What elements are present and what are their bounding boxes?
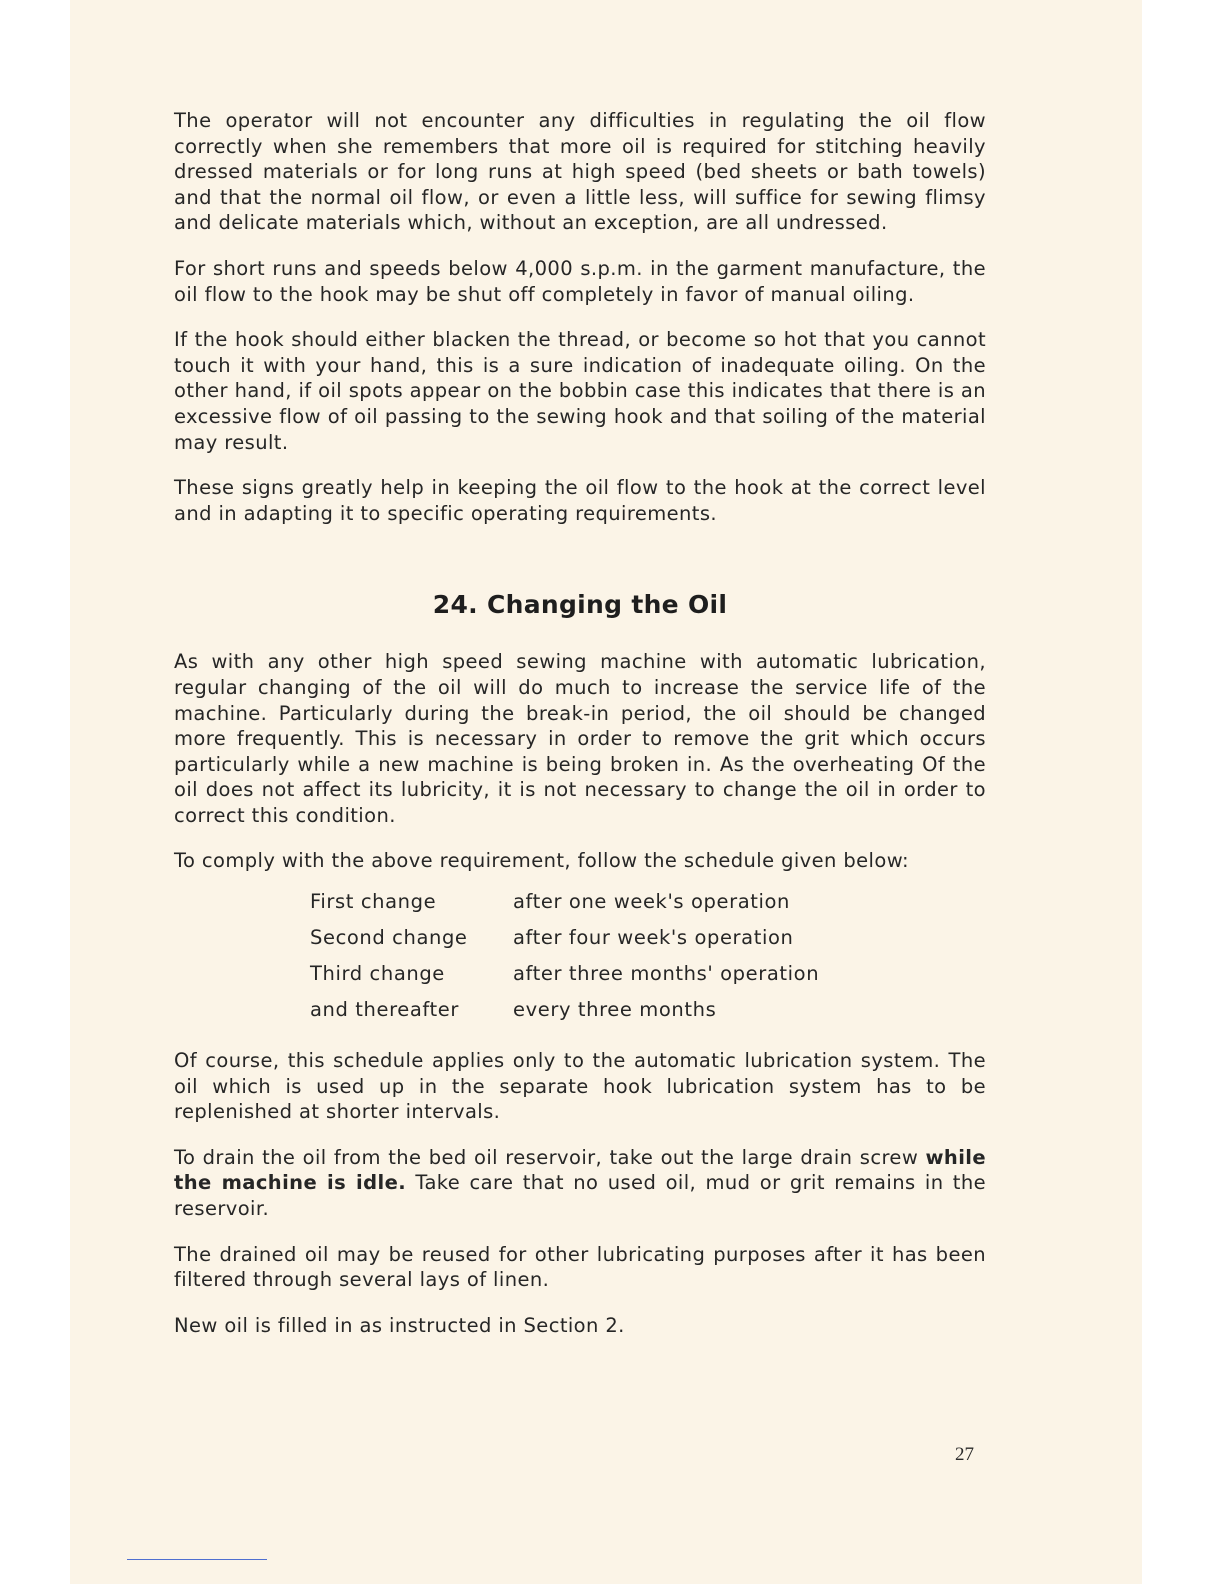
paragraph-schedule-intro: To comply with the above requirement, follow the schedule given below: [174, 849, 909, 873]
page [70, 0, 1142, 1584]
paragraph-drain-instructions [174, 1145, 986, 1222]
paragraph-reuse-oil: The drained oil may be reused for other lubricating purposes after it has been filtered through several lays of linen. [174, 1242, 986, 1292]
paragraph-oil-flow-regulation: The operator will not encounter any difficulties in regulating the oil flow correctly when she remembers that more oil is required for stitching heavily dressed materials or for long runs at high speed (bed sheets or bath towels) and that the normal oil flow, or even a little less, will suffice for sewing flimsy and delicate materials which, without an exception, are all undressed. [174, 109, 986, 235]
paragraph-schedule-scope: Of course, this schedule applies only to the automatic lubrication system. The oil which is used up in the separate hook lubrication system has to be replenished at shorter intervals. [174, 1049, 986, 1124]
schedule-row [310, 890, 819, 926]
schedule-when: Second change [310, 926, 468, 950]
paragraph-inadequate-oiling-signs: If the hook should either blacken the thread, or become so hot that you cannot touch it with your hand, this is a sure indication of inadequate oiling. On the other hand, if oil spots appear on the bobbin case this indicates that there is an excessive flow of oil passing to the sewing hook and that soiling of the material may result. [174, 328, 986, 454]
paragraph-refill: New oil is filled in as instructed in Section 2. [174, 1313, 625, 1337]
schedule-when: Third change [310, 962, 445, 986]
page-number: 27 [955, 1444, 974, 1465]
schedule-interval: after four week's operation [513, 926, 794, 950]
paragraph-oil-change-intro: As with any other high speed sewing machine with automatic lubrication, regular changing of the oil will do much to increase the service life of the machine. Particularly during the break-in period, the oil should be changed more frequently. This is necessary in order to remove the grit which occurs particularly while a new machine is being broken in. As the overheating Of the oil does not affect its lubricity, it is not necessary to change the oil in order to correct this condition. [174, 650, 986, 827]
page-content [174, 108, 986, 1358]
schedule-interval: after three months' operation [513, 962, 820, 986]
drain-warning: while the machine is idle. [174, 1145, 986, 1195]
oil-change-schedule [310, 890, 819, 1034]
schedule-row [310, 998, 819, 1034]
drain-text-before: To drain the oil from the bed oil reservoir, take out the large drain screw [174, 1145, 926, 1169]
section-heading: 24. Changing the Oil [432, 590, 728, 620]
schedule-when: and thereafter [310, 998, 460, 1022]
schedule-row [310, 926, 819, 962]
schedule-when: First change [310, 890, 437, 914]
footer-rule [127, 1559, 267, 1560]
drain-text-after: Take care that no used oil, mud or grit remains in the reservoir. [174, 1171, 986, 1221]
schedule-interval: every three months [513, 998, 717, 1022]
paragraph-short-runs: For short runs and speeds below 4,000 s.p.m. in the garment manufacture, the oil flow to the hook may be shut off completely in favor of manual oiling. [174, 256, 986, 306]
schedule-interval: after one week's operation [513, 890, 790, 914]
paragraph-signs-help: These signs greatly help in keeping the oil flow to the hook at the correct level and in adapting it to specific operating requirements. [174, 476, 986, 525]
schedule-row [310, 962, 819, 998]
